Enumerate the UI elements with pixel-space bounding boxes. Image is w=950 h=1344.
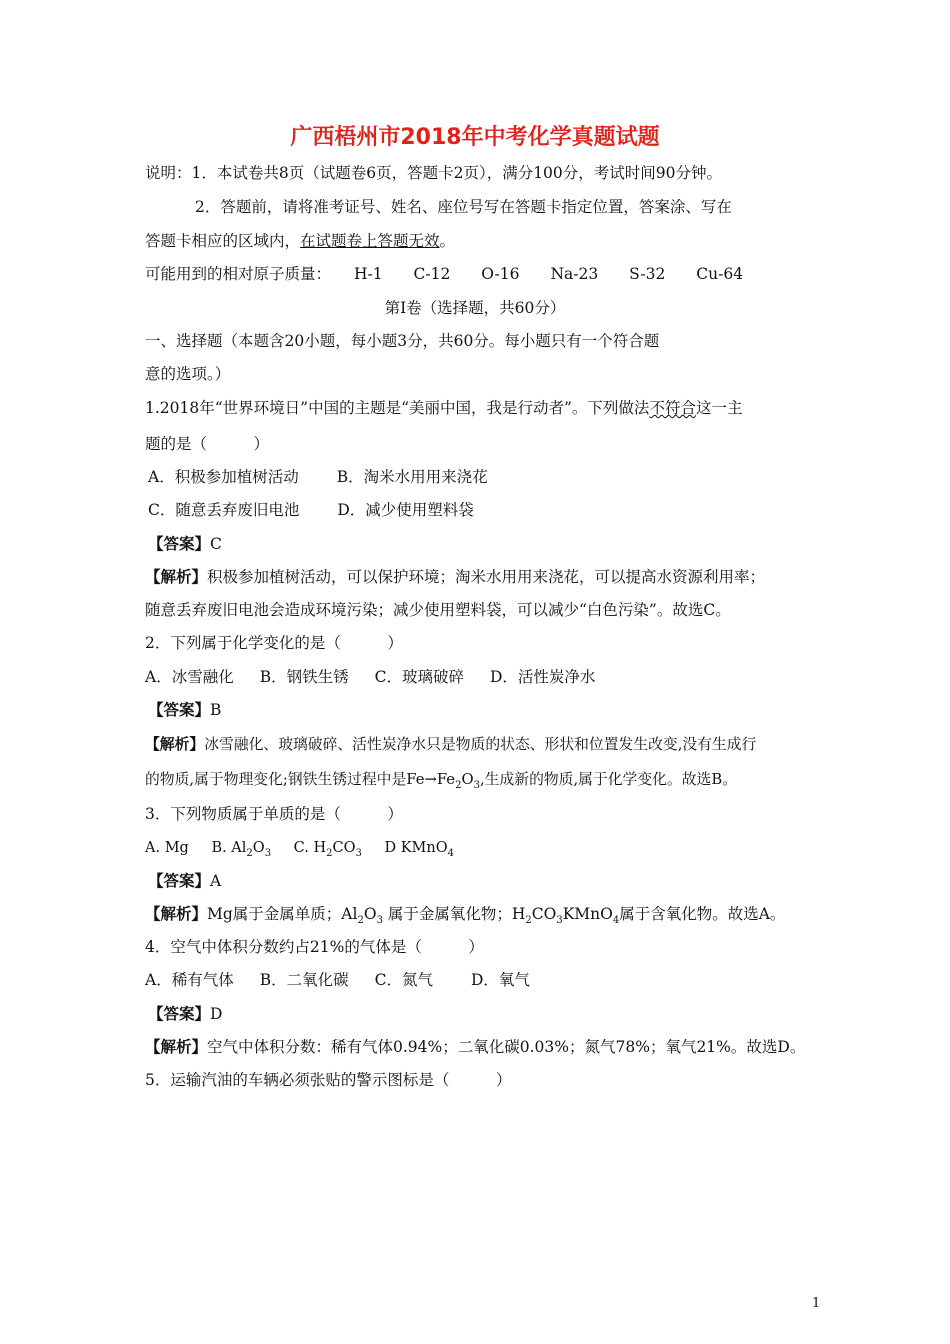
q4-options <box>145 969 530 991</box>
q1-options-cd <box>148 499 474 521</box>
answer-label: 【答案】 <box>148 872 211 890</box>
q3-analysis-text-4: CO <box>531 905 557 923</box>
q4-analysis-text: 空气中体积分数：稀有气体0.94%；二氧化碳0.03%；氮气78%；氧气21%。故选D。 <box>207 1038 806 1056</box>
subscript: 2 <box>246 847 253 859</box>
q3-option-b <box>211 840 272 859</box>
q1-stem-text: 1.2018年“世界环境日”中国的主题是“美丽中国，我是行动者”。下列做法 <box>145 399 650 417</box>
q1-stem <box>145 397 742 419</box>
atomic-mass-o: O-16 <box>481 265 520 283</box>
q1-answer <box>148 533 222 555</box>
part-intro-line-1: 一、选择题（本题含20小题，每小题3分，共60分。每小题只有一个符合题 <box>145 332 660 350</box>
instructions-line-3 <box>145 230 455 252</box>
q1-option-b: B．淘米水用用来浇花 <box>336 468 488 486</box>
q4-answer-value: D <box>210 1005 223 1023</box>
q4-option-b: B．二氧化碳 <box>259 971 349 989</box>
q2-analysis-text: 冰雪融化、玻璃破碎、活性炭净水只是物质的状态、形状和位置发生改变,没有生成行 <box>204 736 757 753</box>
q3-option-d <box>384 840 454 859</box>
q5-stem: 5．运输汽油的车辆必须张贴的警示图标是（ ） <box>145 1071 512 1089</box>
q1-option-c: C．随意丢弃废旧电池 <box>148 501 300 519</box>
q4-answer <box>148 1003 222 1025</box>
q3-stem: 3．下列物质属于单质的是（ ） <box>145 805 403 823</box>
subscript: 2 <box>357 915 364 927</box>
q3-option-c <box>293 840 362 859</box>
atomic-mass-cu: Cu-64 <box>696 265 744 283</box>
analysis-label: 【解析】 <box>145 568 208 586</box>
q2-analysis-text-4: ,生成新的物质,属于化学变化。故选B。 <box>479 771 738 788</box>
q3-analysis-text-6: 属于含氧化物。故选A。 <box>619 905 786 923</box>
instructions-emphasis: 在试题卷上答题无效 <box>300 232 440 250</box>
q3-option-c-text: C. H <box>293 840 327 856</box>
answer-label: 【答案】 <box>148 535 211 553</box>
q4-stem: 4．空气中体积分数约占21%的气体是（ ） <box>145 938 484 956</box>
subscript: 2 <box>455 779 462 791</box>
q1-emphasis: 不符合 <box>649 399 696 417</box>
atomic-masses-label: 可能用到的相对原子质量： <box>145 265 332 283</box>
subscript: 3 <box>556 915 563 927</box>
q1-stem-cont: 题的是（ ） <box>145 435 270 453</box>
q1-option-d: D．减少使用塑料袋 <box>337 501 474 519</box>
q1-stem-text-2: 这一主 <box>695 399 743 417</box>
q3-options <box>145 837 454 865</box>
q1-analysis <box>145 566 765 588</box>
q3-analysis-text-3: 属于金属氧化物；H <box>382 905 526 923</box>
q2-option-b: B．钢铁生锈 <box>259 668 349 686</box>
q3-option-c-text-2: CO <box>332 840 356 856</box>
subscript: 3 <box>376 915 383 927</box>
atomic-mass-h: H-1 <box>353 265 383 283</box>
q4-option-a: A．稀有气体 <box>145 971 234 989</box>
analysis-label: 【解析】 <box>145 905 208 923</box>
q4-option-c: C．氮气 <box>374 971 433 989</box>
section-title: 第Ⅰ卷（选择题，共60分） <box>384 299 566 317</box>
q2-answer <box>148 699 221 721</box>
part-intro-line-2: 意的选项。） <box>145 365 231 383</box>
q2-analysis-cont <box>145 769 737 797</box>
q3-option-b-text-2: O <box>252 840 265 856</box>
subscript: 2 <box>525 915 532 927</box>
q3-analysis-text-2: O <box>363 905 377 923</box>
instructions-line-1: 说明：1．本试卷共8页（试题卷6页，答题卡2页），满分100分，考试时间90分钟。 <box>145 164 723 182</box>
q2-analysis <box>145 734 756 756</box>
atomic-mass-na: Na-23 <box>550 265 599 283</box>
q3-analysis-text: Mg属于金属单质；Al <box>207 905 358 923</box>
q3-answer-value: A <box>210 872 222 890</box>
subscript: 3 <box>264 847 272 859</box>
q3-option-b-text: B. Al <box>211 840 247 856</box>
q3-analysis-text-5: KMnO <box>562 905 613 923</box>
q4-analysis <box>145 1036 805 1058</box>
q4-option-d: D．氧气 <box>470 971 530 989</box>
q1-option-a: A．积极参加植树活动 <box>148 468 299 486</box>
analysis-label: 【解析】 <box>145 736 205 753</box>
subscript: 2 <box>326 847 333 859</box>
document-title: 广西梧州市2018年中考化学真题试题 <box>290 125 660 150</box>
q2-answer-value: B <box>210 701 222 719</box>
answer-label: 【答案】 <box>148 1005 211 1023</box>
subscript: 4 <box>447 847 454 859</box>
q3-option-d-text: D KMnO <box>384 840 448 856</box>
q1-options-ab <box>148 466 488 488</box>
atomic-mass-c: C-12 <box>413 265 451 283</box>
q2-analysis-text-3: O <box>461 771 474 788</box>
q2-stem: 2．下列属于化学变化的是（ ） <box>145 634 403 652</box>
q2-option-c: C．玻璃破碎 <box>374 668 464 686</box>
analysis-label: 【解析】 <box>145 1038 208 1056</box>
q2-analysis-text-2: 的物质,属于物理变化;钢铁生锈过程中是Fe→Fe <box>145 771 456 788</box>
q1-analysis-text: 积极参加植树活动，可以保护环境；淘米水用用来浇花，可以提高水资源利用率； <box>207 568 766 586</box>
instructions-line-3-text: 答题卡相应的区域内， <box>145 232 301 250</box>
subscript: 3 <box>355 847 362 859</box>
q1-analysis-cont: 随意丢弃废旧电池会造成环境污染；减少使用塑料袋，可以减少“白色污染”。故选C。 <box>145 601 731 619</box>
instructions-line-3-end: 。 <box>439 232 456 250</box>
page-number: 1 <box>812 1296 821 1311</box>
atomic-masses-line <box>145 263 743 285</box>
subscript: 4 <box>612 915 620 927</box>
q3-answer <box>148 870 221 892</box>
q2-option-a: A．冰雪融化 <box>145 668 234 686</box>
subscript: 3 <box>473 779 480 791</box>
answer-label: 【答案】 <box>148 701 211 719</box>
q2-options <box>145 666 595 688</box>
atomic-mass-s: S-32 <box>629 265 666 283</box>
instructions-line-2: 2．答题前，请将准考证号、姓名、座位号写在答题卡指定位置，答案涂、写在 <box>195 198 732 216</box>
q1-answer-value: C <box>210 535 222 553</box>
q2-option-d: D．活性炭净水 <box>489 668 596 686</box>
q3-option-a: A. Mg <box>145 840 189 856</box>
q3-analysis <box>145 903 785 932</box>
